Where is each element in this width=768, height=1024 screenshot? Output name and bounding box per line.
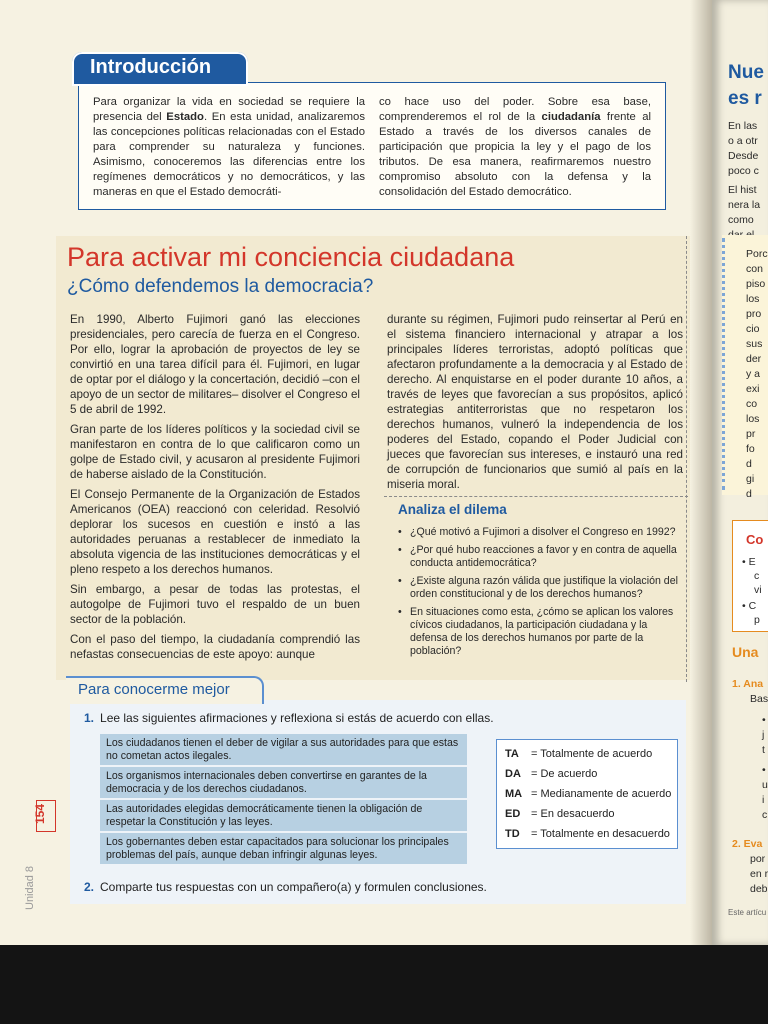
statement-row: Los gobernantes deben estar capacitados para solucionar los principales problemas del país, aunque deban infringir algunas leyes. — [100, 833, 467, 864]
question-text: Comparte tus respuestas con un compañero(a) y formulen conclusiones. — [100, 880, 487, 894]
dilema-question: • ¿Existe alguna razón válida que justifique la violación del orden constitucional y de los derechos humanos? — [396, 575, 686, 601]
facing-activity-line: por — [750, 853, 766, 865]
facing-page-edge — [712, 0, 768, 945]
dilema-question-list — [396, 526, 686, 663]
facing-box-line: • C — [742, 600, 757, 612]
facing-activity-line: en r — [750, 868, 768, 880]
facing-panel-line: pro — [746, 308, 762, 320]
introduction-title: Introducción — [90, 56, 212, 78]
introduction-tab — [72, 52, 248, 86]
legend-row: ED = En desacuerdo — [505, 808, 615, 820]
conocerme-title: Para conocerme mejor — [78, 681, 230, 698]
facing-panel-line: d — [746, 458, 752, 470]
article-paragraph: Con el paso del tiempo, la ciudadanía comprendió las nefastas consecuencias de este apoyo: aunque — [70, 633, 360, 661]
article-paragraph: En 1990, Alberto Fujimori ganó las elecciones presidenciales, pero carecía de fuerza en el Congreso. Por ello, lograr la aprobación de proyectos de ley se convirtió en una tarea difícil para él. Fujimori, en lugar de optar por el diálogo y la concertación, decidió –con el apoyo de un sector de militares– disolver el Congreso el 5 de abril de 1992. — [70, 313, 360, 416]
scan-background — [0, 945, 768, 1024]
facing-heading-line: Nue — [728, 62, 764, 83]
article-left-column — [70, 312, 360, 667]
facing-panel-line: los — [746, 413, 760, 425]
question-text: Lee las siguientes afirmaciones y reflexiona si estás de acuerdo con ellas. — [100, 711, 494, 725]
facing-text-line: El hist — [728, 184, 757, 196]
facing-activity-line: t — [762, 744, 765, 756]
question-number: 2. — [84, 880, 95, 894]
facing-panel-line: con — [746, 263, 763, 275]
article-paragraph: durante su régimen, Fujimori pudo reinsertar al Perú en el sistema financiero internacional y atrapar a los principales líderes terroristas, adoptó políticas que afectaron profundamente a la democracia y al Estado de derecho. Al enquistarse en el poder durante 10 años, a través de leyes que favorecían a sus propósitos, aplicó estrategias antiterroristas que no respetaron los derechos humanos, vulneró la independencia de los poderes del Estado, copando el Poder Judicial con jueces que favorecían sus intereses, e instauró una red de corrupción de funcionarios que sumió al país en la miseria moral. — [387, 313, 683, 491]
unit-label: Unidad 8 — [24, 865, 36, 910]
facing-panel-line: pr — [746, 428, 756, 440]
conocerme-tab — [66, 676, 264, 704]
page-number — [33, 800, 56, 840]
facing-text-line: o a otr — [728, 135, 758, 147]
question-1 — [84, 711, 494, 725]
facing-activity-line: 1. Ana — [732, 678, 764, 690]
facing-panel-line: gi — [746, 473, 755, 485]
facing-activity-line: Bas — [750, 693, 768, 705]
page-number-text: 154 — [33, 803, 48, 825]
facing-text-line: En las — [728, 120, 758, 132]
facing-panel-line: los — [746, 293, 760, 305]
section-subtitle: ¿Cómo defendemos la democracia? — [67, 276, 374, 297]
facing-activity-line: u — [762, 779, 768, 791]
facing-text-line: Desde — [728, 150, 759, 162]
article-right-column — [387, 312, 683, 497]
facing-panel-line: cio — [746, 323, 760, 335]
facing-panel-line: sus — [746, 338, 763, 350]
agreement-legend — [496, 739, 678, 849]
facing-text-line: como — [728, 214, 754, 226]
intro-column-1: Para organizar la vida en sociedad se requiere la presencia del Estado. En esta unidad, analizaremos las concepciones políticas relacionadas con el Estado para comprender su naturaleza y funciones. Asimismo, conoceremos las diferencias entre los regímenes democráticos y no democráticos, y las maneras en que el Estado democráti- — [93, 96, 365, 198]
facing-dotted-border — [722, 238, 727, 490]
facing-panel-line: der — [746, 353, 762, 365]
facing-panel-line: fo — [746, 443, 755, 455]
facing-panel-line: co — [746, 398, 758, 410]
facing-text-line: poco c — [728, 165, 759, 177]
intro-column-2: co hace uso del poder. Sobre esa base, comprenderemos el rol de la ciudadanía frente al Estado a través de los diversos canales de participación que propicia la ley y el pago de los tributos. De esa manera, reafirmaremos nuestro compromiso absoluto con la defensa y la consolidación del Estado democrático. — [379, 96, 651, 198]
legend-row: TA = Totalmente de acuerdo — [505, 748, 653, 760]
facing-box-line: • E — [742, 556, 756, 568]
statement-row: Los ciudadanos tienen el deber de vigilar a sus autoridades para que estas no cometan actos ilegales. — [100, 734, 467, 765]
dilema-question: • En situaciones como esta, ¿cómo se aplican los valores cívicos ciudadanos, la participación ciudadana y la defensa de los derechos humanos por parte de la población? — [396, 606, 686, 658]
facing-box-title: Co — [746, 532, 764, 547]
page-fold-shadow — [690, 0, 712, 945]
legend-row: MA = Medianamente de acuerdo — [505, 788, 672, 800]
legend-row: TD = Totalmente en desacuerdo — [505, 828, 670, 840]
facing-activity-line: • — [762, 714, 766, 726]
facing-section-title: Una — [732, 644, 759, 660]
facing-activity-line: c — [762, 809, 768, 821]
facing-panel-line: exi — [746, 383, 760, 395]
legend-row: DA = De acuerdo — [505, 768, 598, 780]
article-paragraph: Gran parte de los líderes políticos y la sociedad civil se manifestaron en contra de lo que calificaron como un golpe de Estado civil, y acusaron al presidente Fujimori de haberse aislado de la Constitución. — [70, 423, 360, 481]
question-2 — [84, 880, 487, 894]
statement-row: Los organismos internacionales deben convertirse en garantes de la democracia y de los derechos ciudadanos. — [100, 767, 467, 798]
facing-heading-line: es r — [728, 88, 762, 109]
dilema-question: • ¿Por qué hubo reacciones a favor y en contra de aquella conducta antidemocrática? — [396, 544, 686, 570]
facing-activity-line: deb — [750, 883, 768, 895]
facing-footnote: Este artícu — [728, 908, 767, 917]
facing-activity-line: j — [762, 729, 765, 741]
facing-text-line: nera la — [728, 199, 761, 211]
facing-box-line: p — [754, 614, 760, 626]
facing-box-line: c — [754, 570, 760, 582]
facing-panel-line: piso — [746, 278, 766, 290]
section-title: Para activar mi conciencia ciudadana — [67, 242, 515, 272]
facing-activity-line: • — [762, 764, 766, 776]
statement-row: Las autoridades elegidas democráticamente tienen la obligación de respetar la Constitución y las leyes. — [100, 800, 467, 831]
facing-box-line: vi — [754, 584, 762, 596]
facing-activity-line: i — [762, 794, 765, 806]
question-number: 1. — [84, 711, 95, 725]
facing-panel-line: Porc — [746, 248, 768, 260]
article-paragraph: El Consejo Permanente de la Organización de Estados Americanos (OEA) reaccionó con celeridad. Resolvió deplorar los sucesos en cuestión e instó a las autoridades peruanas a restablecer de inmediato la absoluta vigencia de las instituciones democráticas y el pleno respeto a los derechos humanos. — [70, 488, 360, 576]
introduction-box — [78, 82, 666, 210]
facing-panel-line: y a — [746, 368, 761, 380]
article-paragraph: Sin embargo, a pesar de todas las protestas, el autogolpe de Fujimori tuvo el respaldo de un buen sector de la población. — [70, 583, 360, 626]
facing-panel-line: d — [746, 488, 752, 500]
facing-activity-line: 2. Eva — [732, 838, 763, 850]
dilema-question: • ¿Qué motivó a Fujimori a disolver el Congreso en 1992? — [396, 526, 686, 539]
dilema-title: Analiza el dilema — [398, 502, 507, 517]
